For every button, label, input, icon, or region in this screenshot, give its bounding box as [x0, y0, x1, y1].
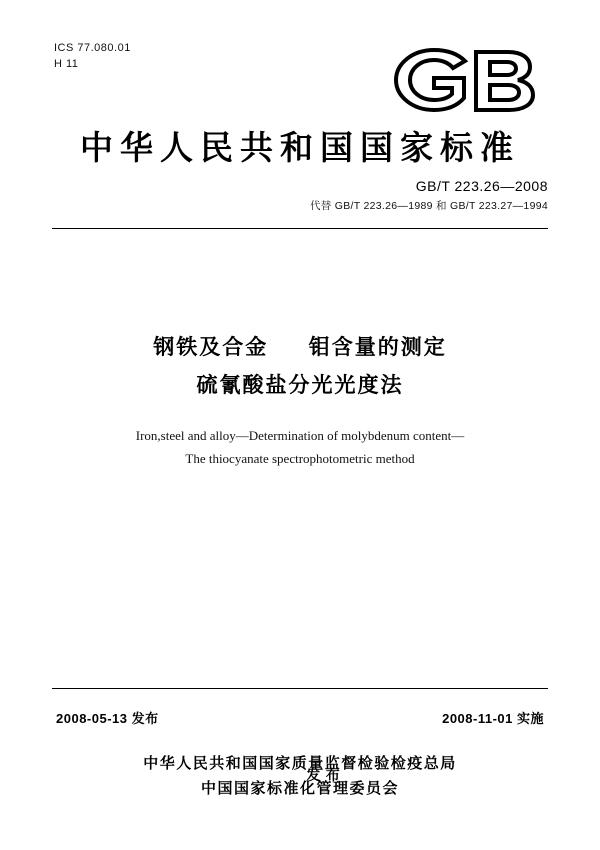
divider-bottom: [52, 688, 548, 689]
divider-top: [52, 228, 548, 229]
document-title-cn-part2: 钼含量的测定: [308, 335, 447, 359]
classification-code: H 11: [54, 58, 79, 70]
page-title: 中华人民共和国国家标准: [80, 131, 520, 167]
document-title-en-line1: Iron,steel and alloy—Determination of molybdenum content—: [135, 428, 465, 443]
document-title: [0, 328, 600, 404]
standard-number: GB/T 223.26—2008: [415, 178, 548, 194]
issuing-organization-2: 中国国家标准化管理委员会: [200, 781, 399, 797]
dates-row: [56, 708, 544, 727]
standard-replaces: 代替 GB/T 223.26—1989 和 GB/T 223.27—1994: [309, 200, 548, 212]
implementation-date: 2008-11-01 实施: [442, 711, 544, 726]
publish-label: 发 布: [306, 769, 341, 784]
ics-block: [54, 40, 131, 72]
document-title-cn-line2: 硫氰酸盐分光光度法: [196, 373, 404, 397]
issue-date: 2008-05-13 发布: [56, 711, 159, 726]
ics-code: ICS 77.080.01: [54, 42, 131, 54]
issuing-organizations: [0, 752, 600, 802]
document-title-cn-part1: 钢铁及合金: [153, 335, 269, 359]
gb-logo-icon: [388, 44, 548, 116]
document-title-en: [0, 424, 600, 470]
standard-number-block: [310, 178, 548, 213]
issuing-organization-1: 中华人民共和国国家质量监督检验检疫总局: [143, 756, 457, 772]
document-title-en-line2: The thiocyanate spectrophotometric method: [185, 451, 415, 466]
